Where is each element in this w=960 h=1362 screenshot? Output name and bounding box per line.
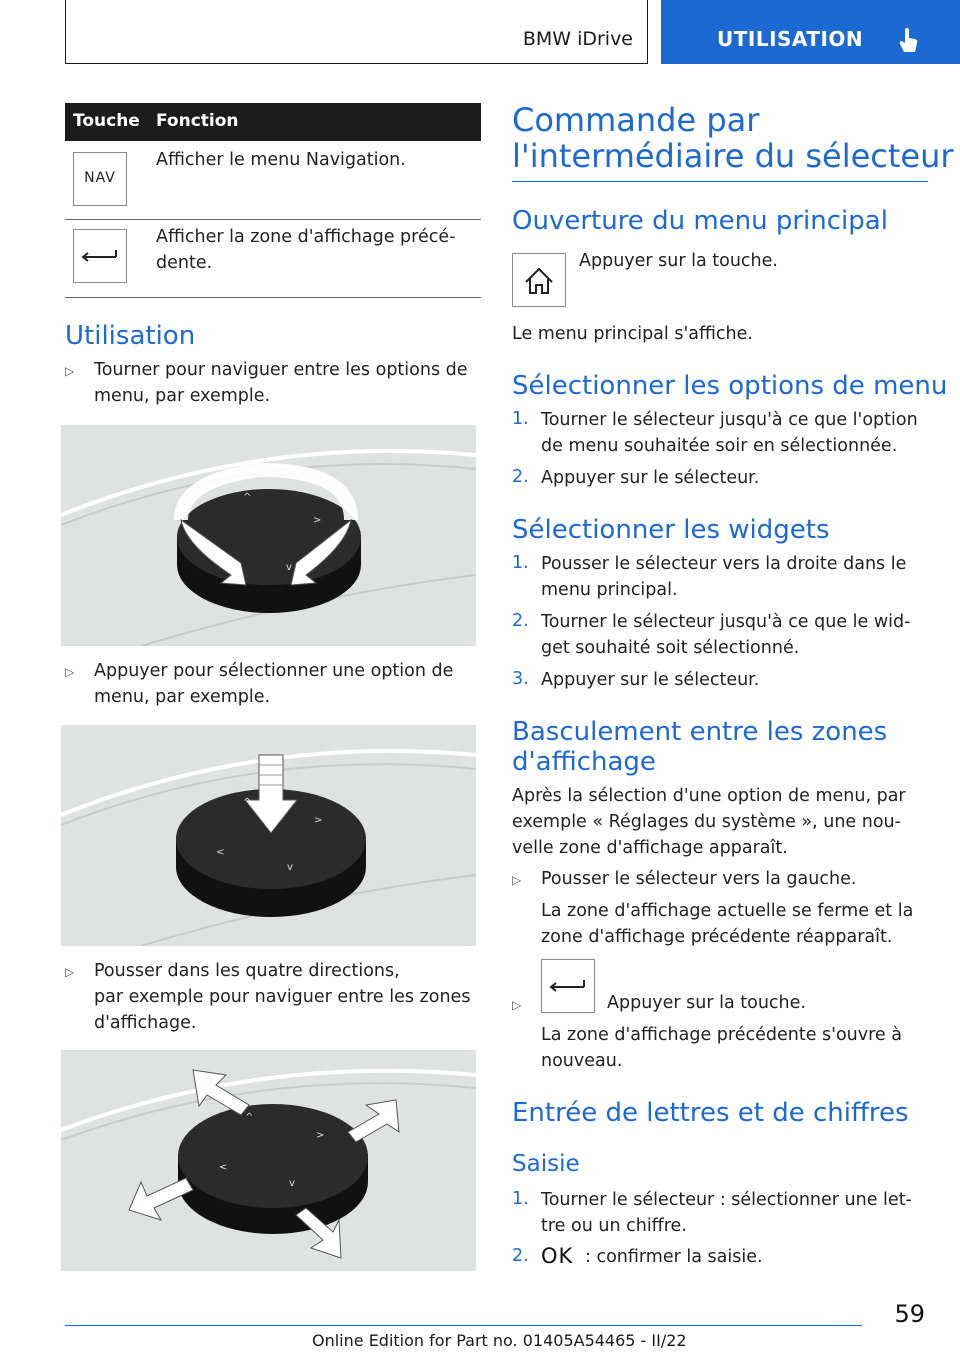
step-number: 3. [512, 669, 529, 689]
entry-step-1-l1: Tourner le sélecteur : sélectionner une let- [541, 1190, 912, 1210]
section-heading-utilisation: Utilisation [65, 321, 196, 351]
back-key [73, 229, 127, 283]
svg-text:^: ^ [243, 797, 252, 808]
page-number: 59 [894, 1300, 925, 1328]
table-row-2-function-l1: Afficher la zone d'affichage précé- [156, 227, 456, 247]
bullet-2-l2: menu, par exemple. [94, 687, 271, 707]
table-col-function: Fonction [156, 111, 239, 131]
table-row-2-function-l2: dente. [156, 253, 213, 273]
table-col-key: Touche [73, 111, 140, 131]
svg-text:<: < [219, 1162, 228, 1173]
step-number: 1. [512, 553, 529, 573]
step-number: 2. [512, 611, 529, 631]
footer-rule [65, 1325, 862, 1326]
back-key [541, 959, 595, 1013]
header-section-title: UTILISATION [717, 27, 864, 51]
svg-text:>: > [313, 515, 322, 526]
switch-bullet-1-sub-l2: zone d'affichage précédente réapparaît. [541, 927, 893, 947]
svg-text:v: v [289, 1178, 295, 1189]
bullet-triangle-icon: ▷ [65, 665, 75, 679]
nav-key [73, 152, 127, 206]
widget-step-2-l1: Tourner le sélecteur jusqu'à ce que le wid- [541, 612, 911, 632]
ok-icon: OK [541, 1244, 574, 1268]
home-icon [513, 254, 565, 306]
heading-main-menu: Ouverture du menu principal [512, 206, 888, 236]
switch-bullet-1: Pousser le sélecteur vers la gauche. [541, 869, 857, 889]
step-number: 1. [512, 1189, 529, 1209]
heading-menu-options: Sélectionner les options de menu [512, 371, 948, 401]
switch-para-l3: velle zone d'affichage apparaît. [512, 838, 788, 858]
bullet-triangle-icon: ▷ [65, 965, 75, 979]
svg-text:v: v [287, 862, 293, 873]
switch-bullet-2-sub-l2: nouveau. [541, 1051, 623, 1071]
svg-text:>: > [314, 815, 323, 826]
controller-rotate-illustration [61, 425, 476, 646]
bullet-3-l3: d'affichage. [94, 1013, 197, 1033]
header-brand: BMW iDrive [522, 28, 633, 50]
back-arrow-icon [74, 230, 126, 282]
widget-step-2-l2: get souhaité soit sélectionné. [541, 638, 800, 658]
widget-step-3: Appuyer sur le sélecteur. [541, 670, 760, 690]
bullet-2-l1: Appuyer pour sélectionner une option de [94, 661, 454, 681]
bullet-1-l2: menu, par exemple. [94, 386, 271, 406]
step-number: 1. [512, 409, 529, 429]
title-underline [512, 181, 928, 182]
svg-text:^: ^ [245, 1112, 254, 1123]
hand-pointer-icon [895, 26, 923, 54]
table-bottom-rule [65, 297, 481, 298]
switch-bullet-2: Appuyer sur la touche. [607, 993, 806, 1013]
svg-text:v: v [286, 562, 292, 573]
table-row-divider [65, 219, 481, 220]
bullet-triangle-icon: ▷ [512, 998, 522, 1012]
bullet-1-l1: Tourner pour naviguer entre les options de [94, 360, 468, 380]
bullet-3-l2: par exemple pour naviguer entre les zones [94, 987, 471, 1007]
bullet-triangle-icon: ▷ [65, 364, 75, 378]
menu-step-1-l2: de menu souhaitée soir en sélectionnée. [541, 436, 898, 456]
menu-step-2: Appuyer sur le sélecteur. [541, 468, 760, 488]
controller-press-illustration [61, 725, 476, 946]
heading-text-entry: Entrée de lettres et de chiffres [512, 1098, 909, 1128]
switch-bullet-1-sub-l1: La zone d'affichage actuelle se ferme et la [541, 901, 914, 921]
heading-widgets: Sélectionner les widgets [512, 515, 830, 545]
back-arrow-icon [542, 960, 594, 1012]
svg-text:>: > [316, 1130, 325, 1141]
widget-step-1-l2: menu principal. [541, 580, 678, 600]
bullet-3-l1: Pousser dans les quatre directions, [94, 961, 400, 981]
switch-para-l1: Après la sélection d'une option de menu, par [512, 786, 906, 806]
page-title-l1: Commande par [512, 101, 760, 139]
controller-push-illustration [61, 1050, 476, 1271]
menu-step-1-l1: Tourner le sélecteur jusqu'à ce que l'option [541, 410, 918, 430]
page-title-l2: l'intermédiaire du sélecteur [512, 137, 954, 175]
nav-key-label: NAV [84, 170, 116, 186]
entry-step-1-l2: tre ou un chiffre. [541, 1216, 687, 1236]
step-number: 2. [512, 467, 529, 487]
svg-text:<: < [216, 847, 225, 858]
main-menu-action: Appuyer sur la touche. [579, 251, 778, 271]
subheading-saisie: Saisie [512, 1151, 580, 1177]
step-number: 2. [512, 1246, 529, 1266]
main-menu-result: Le menu principal s'affiche. [512, 324, 753, 344]
heading-switch-l1: Basculement entre les zones [512, 717, 888, 747]
bullet-triangle-icon: ▷ [512, 873, 522, 887]
table-row-1-function: Afficher le menu Navigation. [156, 150, 406, 170]
home-key [512, 253, 566, 307]
widget-step-1-l1: Pousser le sélecteur vers la droite dans le [541, 554, 907, 574]
entry-step-2: : confirmer la saisie. [585, 1247, 763, 1267]
switch-para-l2: exemple « Réglages du système », une nou- [512, 812, 901, 832]
heading-switch-l2: d'affichage [512, 747, 656, 777]
switch-bullet-2-sub-l1: La zone d'affichage précédente s'ouvre à [541, 1025, 902, 1045]
svg-text:^: ^ [243, 492, 252, 503]
footer-edition: Online Edition for Part no. 01405A54465 - II/22 [312, 1331, 687, 1350]
